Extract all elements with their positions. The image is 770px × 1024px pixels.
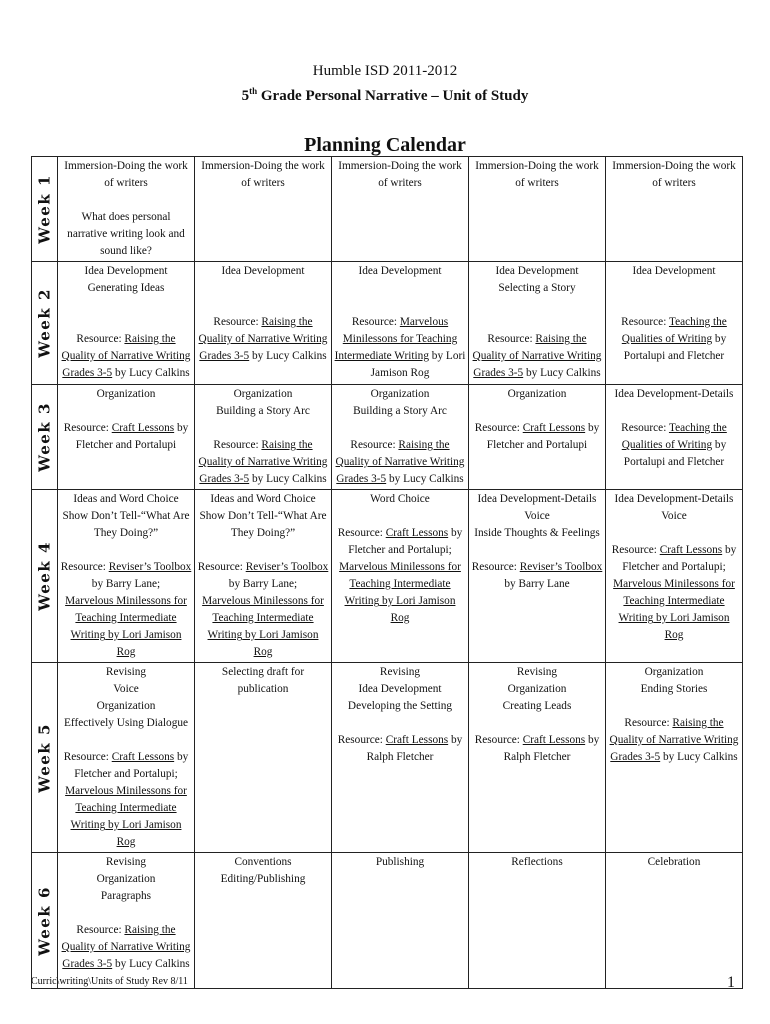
resource-prefix: Resource: bbox=[474, 734, 523, 746]
resource-citation bbox=[197, 559, 329, 661]
activity-text: Ending Stories bbox=[640, 683, 708, 695]
day-cell bbox=[469, 385, 606, 490]
resource-author: by Lucy Calkins bbox=[386, 473, 464, 485]
resource-author: by Lori Jamison Rog bbox=[370, 350, 466, 379]
week-label: Week 3 bbox=[35, 402, 53, 472]
resource-author: by Lucy Calkins bbox=[112, 367, 190, 379]
week-label: Week 1 bbox=[35, 174, 53, 244]
resource-book-title: Craft Lessons bbox=[659, 544, 723, 556]
activity-text: Organization bbox=[370, 388, 430, 400]
resource-citation bbox=[60, 922, 192, 973]
resource-author: by Fletcher and Portalupi; bbox=[74, 751, 189, 780]
resource-citation bbox=[60, 559, 192, 661]
activity-text: Organization bbox=[96, 873, 156, 885]
day-cell bbox=[332, 853, 469, 989]
planning-calendar-table bbox=[31, 156, 743, 989]
day-cell bbox=[332, 385, 469, 490]
activity-text: Voice bbox=[524, 510, 550, 522]
resource-book-title: Craft Lessons bbox=[522, 734, 586, 746]
week-label-cell bbox=[32, 262, 58, 385]
resource-book-title: Craft Lessons bbox=[111, 751, 175, 763]
day-cell bbox=[195, 663, 332, 853]
resource-citation bbox=[334, 732, 466, 766]
resource-author: by Lori Jamison Rog bbox=[105, 629, 182, 658]
resource-prefix: Resource: bbox=[63, 422, 112, 434]
resource-author: by Ralph Fletcher bbox=[503, 734, 600, 763]
day-cell bbox=[606, 663, 743, 853]
activity-text: Paragraphs bbox=[100, 890, 152, 902]
resource-book-title: Marvelous Minilessons for Teaching Intermediate Writing by Lori Jamison Rog bbox=[65, 595, 187, 658]
activity-text: Publishing bbox=[375, 856, 425, 868]
resource-prefix: Resource: bbox=[76, 333, 125, 345]
week-row bbox=[32, 157, 743, 262]
week-label-cell bbox=[32, 853, 58, 989]
resource-prefix: Resource: bbox=[197, 561, 246, 573]
resource-book-title: Raising the Quality of Narrative Writing Grades 3-5 bbox=[609, 717, 739, 763]
day-cell bbox=[332, 490, 469, 663]
week-label: Week 5 bbox=[35, 722, 53, 793]
week-label-cell bbox=[32, 385, 58, 490]
resource-citation bbox=[334, 314, 466, 382]
activity-text: Idea Development bbox=[632, 265, 716, 277]
resource-book-title: Craft Lessons bbox=[385, 734, 449, 746]
day-cell bbox=[195, 157, 332, 262]
resource-citation bbox=[197, 437, 329, 488]
activity-text: Idea Development bbox=[221, 265, 305, 277]
activity-text: Idea Development bbox=[358, 265, 442, 277]
day-cell bbox=[332, 157, 469, 262]
day-cell bbox=[58, 157, 195, 262]
activity-text: Creating Leads bbox=[502, 700, 572, 712]
planning-calendar-title: Planning Calendar bbox=[304, 134, 466, 156]
day-cell bbox=[58, 853, 195, 989]
activity-text: Show Don’t Tell-“What Are They Doing?” bbox=[62, 510, 190, 539]
day-cell bbox=[195, 853, 332, 989]
activity-text: Generating Ideas bbox=[87, 282, 165, 294]
resource-book-title: Raising the Quality of Narrative Writing Grades 3-5 bbox=[335, 439, 465, 485]
activity-text: Idea Development bbox=[84, 265, 168, 277]
resource-book-title: Raising the Quality of Narrative Writing Grades 3-5 bbox=[61, 333, 191, 379]
week-label: Week 6 bbox=[35, 885, 53, 956]
activity-text: Idea Development bbox=[358, 683, 442, 695]
activity-text: Conventions bbox=[234, 856, 292, 868]
resource-prefix: Resource: bbox=[621, 422, 669, 434]
resource-citation bbox=[60, 749, 192, 851]
day-cell bbox=[469, 157, 606, 262]
resource-author: by Barry Lane; bbox=[228, 578, 298, 590]
resource-citation bbox=[471, 331, 603, 382]
resource-author: by Lucy Calkins bbox=[249, 473, 327, 485]
activity-text: Organization bbox=[644, 666, 704, 678]
resource-book-title: Raising the Quality of Narrative Writing Grades 3-5 bbox=[198, 316, 328, 362]
resource-prefix: Resource: bbox=[213, 316, 262, 328]
resource-citation bbox=[60, 331, 192, 382]
resource-citation bbox=[608, 542, 740, 644]
activity-text: Reflections bbox=[511, 856, 563, 868]
activity-text: Immersion-Doing the work of writers bbox=[201, 160, 325, 189]
activity-text: Idea Development-Details bbox=[477, 493, 597, 505]
resource-author: by Lucy Calkins bbox=[249, 350, 327, 362]
activity-text: Immersion-Doing the work of writers bbox=[64, 160, 188, 189]
day-cell bbox=[195, 385, 332, 490]
resource-prefix: Resource: bbox=[213, 439, 262, 451]
activity-text: Voice bbox=[113, 683, 139, 695]
resource-author: by Fletcher and Portalupi; bbox=[348, 527, 463, 556]
activity-text: Revising bbox=[516, 666, 558, 678]
day-cell bbox=[332, 262, 469, 385]
resource-book-title: Reviser’s Toolbox bbox=[108, 561, 192, 573]
activity-text: Revising bbox=[105, 666, 147, 678]
resource-prefix: Resource: bbox=[351, 316, 400, 328]
day-cell bbox=[58, 490, 195, 663]
activity-text: Effectively Using Dialogue bbox=[63, 717, 189, 729]
resource-author: by Fletcher and Portalupi bbox=[75, 422, 189, 451]
week-label-cell bbox=[32, 157, 58, 262]
resource-prefix: Resource: bbox=[474, 422, 523, 434]
activity-text: Show Don’t Tell-“What Are They Doing?” bbox=[199, 510, 327, 539]
week-label-cell bbox=[32, 490, 58, 663]
grade-suffix: th bbox=[249, 86, 258, 96]
resource-citation bbox=[471, 420, 603, 454]
resource-book-title: Reviser’s Toolbox bbox=[245, 561, 329, 573]
activity-text: Organization bbox=[96, 388, 156, 400]
activity-text: Selecting a Story bbox=[498, 282, 576, 294]
district-year-heading: Humble ISD 2011-2012 bbox=[312, 63, 458, 79]
resource-book-title: Marvelous Minilessons for Teaching Intermediate Writing by Lori Jamison Rog bbox=[202, 595, 324, 658]
day-cell bbox=[195, 490, 332, 663]
resource-author: by Fletcher and Portalupi; bbox=[622, 544, 737, 573]
activity-text: Organization bbox=[507, 388, 567, 400]
resource-book-title: Teaching the Qualities of Writing bbox=[621, 316, 727, 345]
resource-prefix: Resource: bbox=[487, 333, 536, 345]
resource-citation bbox=[334, 437, 466, 488]
resource-prefix: Resource: bbox=[621, 316, 669, 328]
resource-citation bbox=[608, 314, 740, 365]
activity-text: Voice bbox=[661, 510, 687, 522]
activity-text: Idea Development-Details bbox=[614, 493, 734, 505]
week-row bbox=[32, 385, 743, 490]
resource-book-title: Marvelous Minilessons for Teaching Intermediate Writing by Lori Jamison Rog bbox=[65, 785, 187, 848]
resource-citation bbox=[334, 525, 466, 627]
day-cell bbox=[606, 853, 743, 989]
resource-prefix: Resource: bbox=[63, 751, 112, 763]
activity-text: Organization bbox=[233, 388, 293, 400]
activity-text: Immersion-Doing the work of writers bbox=[475, 160, 599, 189]
resource-author: by Lori Jamison Rog bbox=[653, 612, 730, 641]
resource-citation bbox=[608, 715, 740, 766]
day-cell bbox=[606, 490, 743, 663]
activity-text: Developing the Setting bbox=[347, 700, 453, 712]
resource-book-title: Raising the Quality of Narrative Writing Grades 3-5 bbox=[61, 924, 191, 970]
resource-book-title: Marvelous Minilessons for Teaching Intermediate Writing by Lori Jamison Rog bbox=[339, 561, 461, 624]
resource-prefix: Resource: bbox=[471, 561, 520, 573]
activity-text: Inside Thoughts & Feelings bbox=[474, 527, 600, 539]
day-cell bbox=[332, 663, 469, 853]
activity-text: Selecting draft for publication bbox=[221, 666, 305, 695]
resource-author: by Lucy Calkins bbox=[660, 751, 738, 763]
day-cell bbox=[58, 385, 195, 490]
resource-author: by Lori Jamison Rog bbox=[379, 595, 456, 624]
week-row bbox=[32, 490, 743, 663]
resource-author: by Lucy Calkins bbox=[112, 958, 190, 970]
day-cell bbox=[469, 490, 606, 663]
day-cell bbox=[469, 663, 606, 853]
resource-author: by Lori Jamison Rog bbox=[105, 819, 182, 848]
activity-text: Ideas and Word Choice bbox=[73, 493, 179, 505]
activity-text: Editing/Publishing bbox=[220, 873, 306, 885]
resource-book-title: Raising the Quality of Narrative Writing Grades 3-5 bbox=[198, 439, 328, 485]
day-cell bbox=[469, 262, 606, 385]
activity-text: Word Choice bbox=[370, 493, 430, 505]
resource-citation bbox=[197, 314, 329, 365]
resource-book-title: Marvelous Minilessons for Teaching Intermediate Writing by Lori Jamison Rog bbox=[613, 578, 735, 641]
activity-text: Revising bbox=[379, 666, 421, 678]
resource-prefix: Resource: bbox=[337, 527, 386, 539]
resource-prefix: Resource: bbox=[350, 439, 399, 451]
week-row bbox=[32, 663, 743, 853]
resource-author: by Lori Jamison Rog bbox=[242, 629, 319, 658]
footer-path: Curric\writing\Units of Study Rev 8/11 bbox=[31, 976, 188, 987]
resource-book-title: Craft Lessons bbox=[522, 422, 586, 434]
activity-text: Organization bbox=[96, 700, 156, 712]
day-cell bbox=[58, 262, 195, 385]
resource-author: by Barry Lane bbox=[504, 578, 570, 590]
activity-text: Ideas and Word Choice bbox=[210, 493, 316, 505]
resource-citation bbox=[471, 559, 603, 593]
week-label: Week 2 bbox=[35, 288, 53, 358]
resource-author: by Fletcher and Portalupi bbox=[486, 422, 600, 451]
resource-citation bbox=[60, 420, 192, 454]
day-cell bbox=[606, 385, 743, 490]
activity-text: Idea Development bbox=[495, 265, 579, 277]
resource-author: by Barry Lane; bbox=[91, 578, 161, 590]
resource-author: by Lucy Calkins bbox=[523, 367, 601, 379]
resource-prefix: Resource: bbox=[624, 717, 673, 729]
activity-text: Building a Story Arc bbox=[353, 405, 447, 417]
unit-title-rest: Grade Personal Narrative – Unit of Study bbox=[257, 88, 529, 104]
day-cell bbox=[195, 262, 332, 385]
resource-prefix: Resource: bbox=[60, 561, 109, 573]
resource-book-title: Reviser’s Toolbox bbox=[519, 561, 603, 573]
day-cell bbox=[58, 663, 195, 853]
resource-book-title: Marvelous Minilessons for Teaching Intermediate Writing bbox=[334, 316, 458, 362]
resource-book-title: Craft Lessons bbox=[111, 422, 175, 434]
resource-book-title: Craft Lessons bbox=[385, 527, 449, 539]
activity-text: Revising bbox=[105, 856, 147, 868]
week-row bbox=[32, 262, 743, 385]
day-cell bbox=[469, 853, 606, 989]
grade-number: 5 bbox=[241, 88, 250, 104]
resource-prefix: Resource: bbox=[337, 734, 386, 746]
day-cell bbox=[606, 262, 743, 385]
week-row bbox=[32, 853, 743, 989]
resource-author: by Ralph Fletcher bbox=[366, 734, 463, 763]
activity-text: Celebration bbox=[647, 856, 701, 868]
activity-text: Organization bbox=[507, 683, 567, 695]
resource-citation bbox=[471, 732, 603, 766]
resource-citation bbox=[608, 420, 740, 471]
week-label: Week 4 bbox=[35, 541, 53, 611]
resource-prefix: Resource: bbox=[611, 544, 660, 556]
week-label-cell bbox=[32, 663, 58, 853]
activity-text: Building a Story Arc bbox=[216, 405, 310, 417]
resource-book-title: Raising the Quality of Narrative Writing Grades 3-5 bbox=[472, 333, 602, 379]
activity-text: What does personal narrative writing look and sound like? bbox=[67, 211, 185, 257]
unit-title bbox=[0, 86, 770, 105]
page-number: 1 bbox=[727, 974, 735, 991]
activity-text: Immersion-Doing the work of writers bbox=[338, 160, 462, 189]
day-cell bbox=[606, 157, 743, 262]
activity-text: Idea Development-Details bbox=[614, 388, 734, 400]
resource-author: by Portalupi and Fletcher bbox=[623, 439, 727, 468]
resource-book-title: Teaching the Qualities of Writing bbox=[621, 422, 727, 451]
activity-text: Immersion-Doing the work of writers bbox=[612, 160, 736, 189]
resource-prefix: Resource: bbox=[76, 924, 125, 936]
resource-author: by Portalupi and Fletcher bbox=[623, 333, 727, 362]
